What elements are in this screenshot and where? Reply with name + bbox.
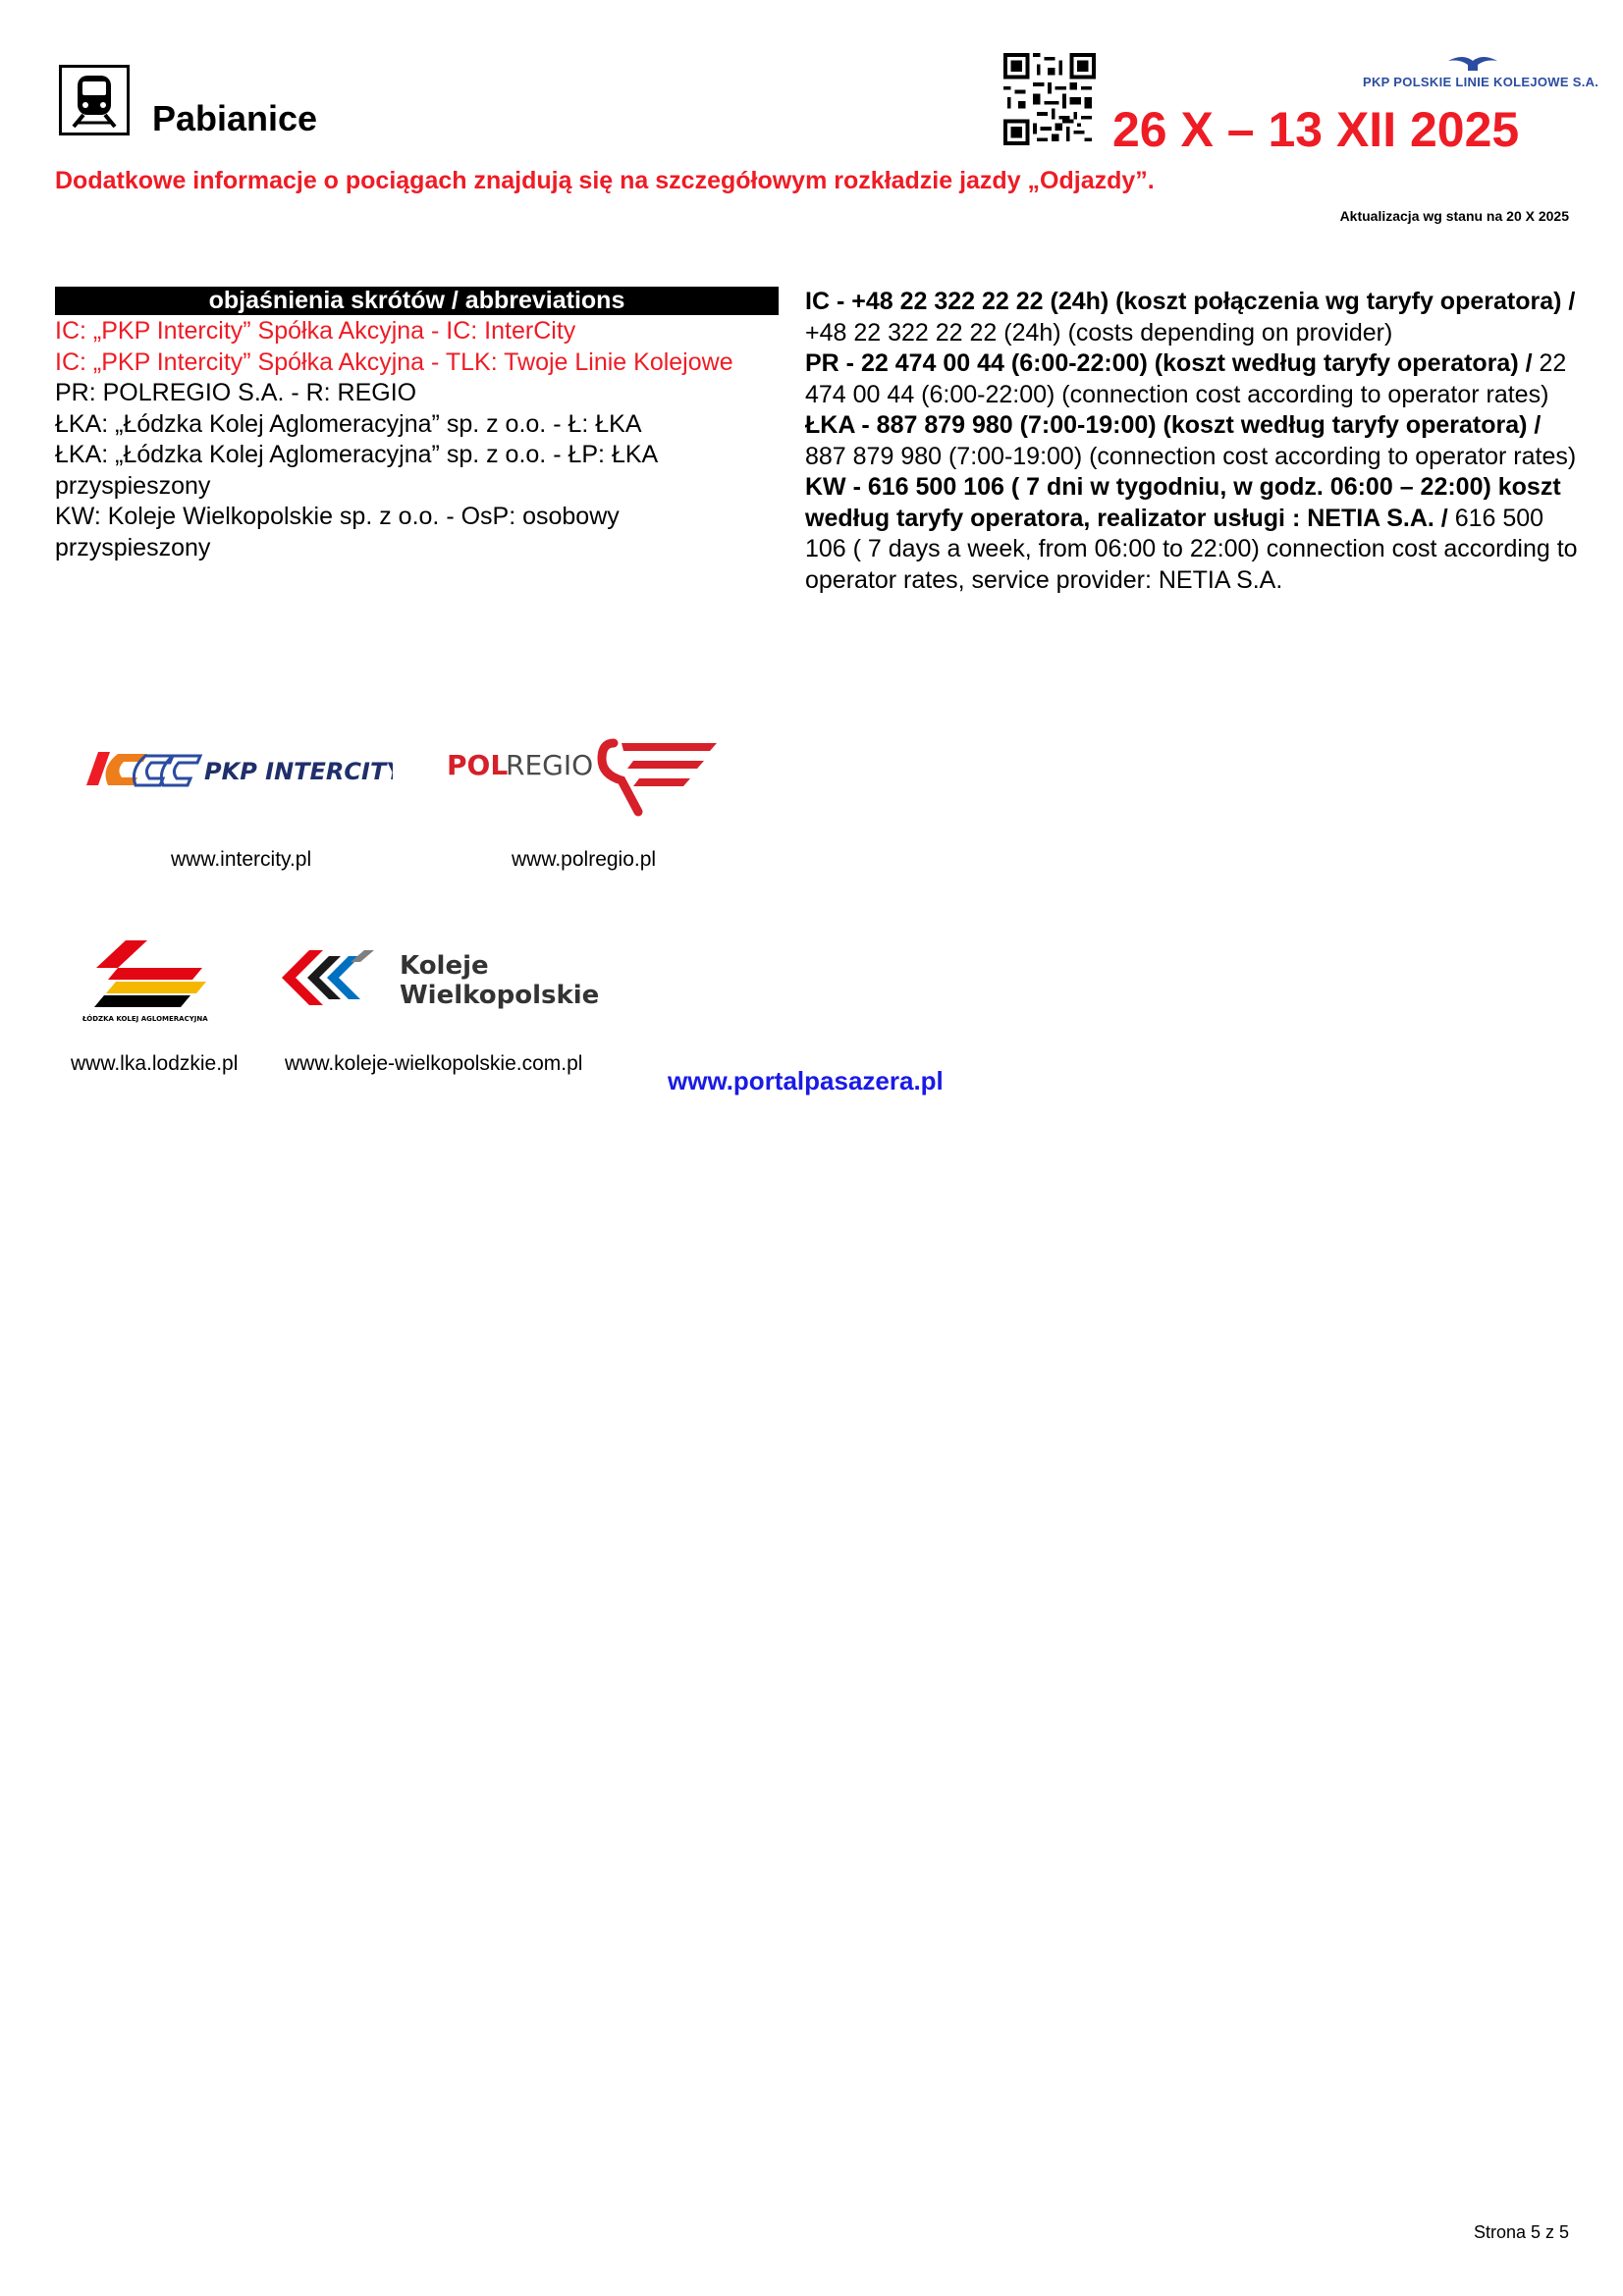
contact-pr bbox=[805, 348, 1581, 410]
abbreviation-item: ŁKA: „Łódzka Kolej Aglomeracyjna” sp. z o.o. - ŁP: ŁKA przyspieszony bbox=[55, 441, 657, 500]
polregio-link[interactable]: www.polregio.pl bbox=[512, 848, 657, 871]
polregio-logo-pol: POL bbox=[447, 749, 509, 781]
lka-logo-text: ŁÓDZKA KOLEJ AGLOMERACYJNA bbox=[82, 1015, 208, 1023]
contact-kw-pl: KW - 616 500 106 ( 7 dni w tygodniu, w godz. 06:00 – 22:00) koszt według taryfy operatora, realizator usługi : NETIA S.A. / bbox=[805, 473, 1561, 532]
abbreviation-item: ŁKA: „Łódzka Kolej Aglomeracyjna” sp. z o.o. - Ł: ŁKA bbox=[55, 409, 642, 438]
contact-pr-en: 22 474 00 44 (6:00-22:00) (connection cost according to operator rates) bbox=[805, 349, 1567, 408]
abbreviation-item: KW: Koleje Wielkopolskie sp. z o.o. - OsP: osobowy przyspieszony bbox=[55, 503, 620, 561]
kw-logo-line2: Wielkopolskie bbox=[400, 981, 599, 1010]
portal-pasazera-link[interactable]: www.portalpasazera.pl bbox=[668, 1066, 944, 1095]
contact-lka bbox=[805, 410, 1581, 472]
contact-kw bbox=[805, 472, 1581, 596]
contacts-list bbox=[805, 287, 1581, 596]
contact-lka-en: 887 879 980 (7:00-19:00) (connection cost according to operator rates) bbox=[805, 442, 1577, 470]
intercity-link[interactable]: www.intercity.pl bbox=[171, 848, 312, 871]
kw-logo-line1: Koleje bbox=[400, 951, 489, 981]
station-name: Pabianice bbox=[152, 98, 318, 138]
contact-kw-en: 616 500 106 ( 7 days a week, from 06:00 to 22:00) connection cost according to operator rates, service provider: NETIA S.A. bbox=[805, 504, 1578, 594]
train-icon bbox=[59, 65, 130, 135]
page-number: Strona 5 z 5 bbox=[1473, 2222, 1569, 2242]
lka-logo[interactable] bbox=[77, 933, 224, 1023]
intercity-logo-text: PKP INTERCITY bbox=[204, 758, 393, 785]
koleje-wielkopolskie-logo[interactable] bbox=[280, 942, 599, 1011]
validity-period: 26 X – 13 XII 2025 bbox=[1112, 102, 1520, 157]
contact-ic-en: +48 22 322 22 22 (24h) (costs depending on provider) bbox=[805, 318, 1393, 347]
info-notice: Dodatkowe informacje o pociągach znajdują się na szczegółowym rozkładzie jazdy „Odjazdy”. bbox=[55, 167, 1155, 194]
lka-link[interactable]: www.lka.lodzkie.pl bbox=[71, 1052, 239, 1075]
intercity-logo[interactable] bbox=[79, 746, 393, 791]
abbreviation-item: IC: „PKP Intercity” Spółka Akcyjna - IC: InterCity bbox=[55, 317, 576, 345]
update-date: Aktualizacja wg stanu na 20 X 2025 bbox=[1339, 208, 1569, 224]
contact-pr-pl: PR - 22 474 00 44 (6:00-22:00) (koszt według taryfy operatora) / bbox=[805, 349, 1533, 377]
koleje-wielkopolskie-link[interactable]: www.koleje-wielkopolskie.com.pl bbox=[285, 1052, 583, 1075]
contact-ic bbox=[805, 287, 1581, 348]
abbreviations-title: objaśnienia skrótów / abbreviations bbox=[55, 287, 779, 315]
abbreviation-item: IC: „PKP Intercity” Spółka Akcyjna - TLK: Twoje Linie Kolejowe bbox=[55, 347, 733, 376]
contact-lka-pl: ŁKA - 887 879 980 (7:00-19:00) (koszt według taryfy operatora) / bbox=[805, 411, 1542, 439]
company-name: PKP POLSKIE LINIE KOLEJOWE S.A. bbox=[1363, 75, 1599, 89]
qr-code-icon[interactable] bbox=[1003, 53, 1096, 145]
abbreviation-item: PR: POLREGIO S.A. - R: REGIO bbox=[55, 379, 417, 406]
abbreviations-list bbox=[55, 316, 782, 563]
polregio-logo[interactable] bbox=[447, 731, 722, 820]
contact-ic-pl: IC - +48 22 322 22 22 (24h) (koszt połączenia wg taryfy operatora) / bbox=[805, 288, 1576, 315]
polregio-logo-regio: REGIO bbox=[506, 749, 594, 781]
